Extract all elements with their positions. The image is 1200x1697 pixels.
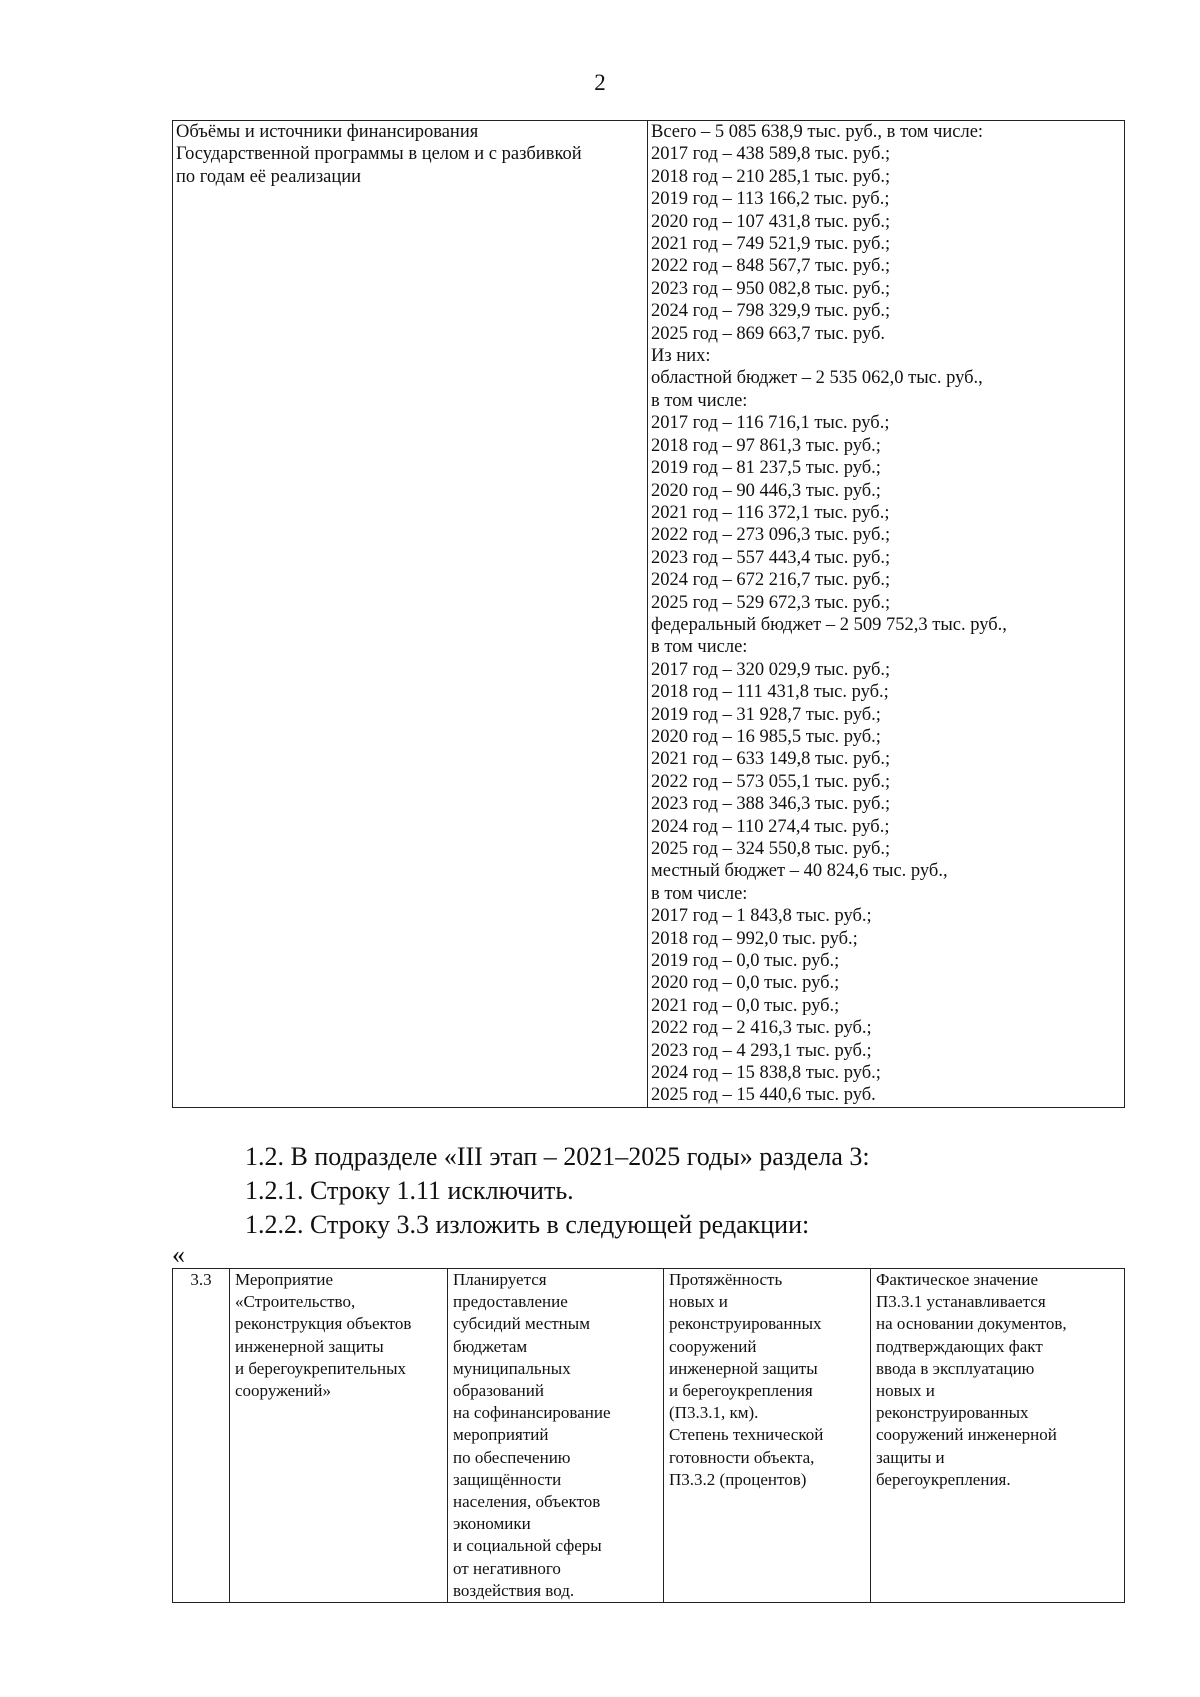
funding-values-cell bbox=[648, 121, 1125, 1108]
actual-value-line: П3.3.1 устанавливается bbox=[876, 1292, 1046, 1312]
funding-value-line: 2020 год – 90 446,3 тыс. руб.; bbox=[651, 480, 881, 501]
actual-value-lines bbox=[876, 1269, 1119, 1491]
measure-description-cell bbox=[448, 1269, 664, 1603]
measure-name-line: «Строительство, bbox=[235, 1292, 356, 1312]
funding-value-line: 2020 год – 0,0 тыс. руб.; bbox=[651, 973, 840, 994]
indicator-line: реконструированных bbox=[669, 1314, 822, 1334]
actual-value-line: берегоукрепления. bbox=[876, 1469, 1011, 1489]
measure-description-line: воздействия вод. bbox=[453, 1580, 575, 1600]
funding-value-line: 2024 год – 15 838,8 тыс. руб.; bbox=[651, 1063, 881, 1084]
measure-description-line: предоставление bbox=[453, 1292, 568, 1312]
paragraph-1-2-1: 1.2.1. Строку 1.11 исключить. bbox=[245, 1176, 574, 1205]
funding-value-line: 2018 год – 992,0 тыс. руб.; bbox=[651, 928, 858, 949]
actual-value-line: защиты и bbox=[876, 1447, 945, 1467]
indicator-line: Протяжённость bbox=[669, 1270, 783, 1289]
funding-value-line: 2020 год – 107 431,8 тыс. руб.; bbox=[651, 211, 891, 232]
funding-value-lines bbox=[651, 121, 1121, 1107]
indicator-cell bbox=[664, 1269, 871, 1603]
funding-value-line: областной бюджет – 2 535 062,0 тыс. руб., bbox=[651, 368, 983, 389]
funding-value-line: 2025 год – 15 440,6 тыс. руб. bbox=[651, 1085, 876, 1106]
measure-description-line: бюджетам bbox=[453, 1336, 528, 1356]
funding-value-line: 2019 год – 113 166,2 тыс. руб.; bbox=[651, 189, 890, 210]
funding-value-line: 2023 год – 4 293,1 тыс. руб.; bbox=[651, 1040, 872, 1061]
funding-value-line: 2017 год – 438 589,8 тыс. руб.; bbox=[651, 144, 891, 165]
measure-description-line: от негативного bbox=[453, 1558, 561, 1578]
indicator-line: и берегоукрепления bbox=[669, 1381, 813, 1401]
paragraph-1-2-2: 1.2.2. Строку 3.3 изложить в следующей редакции: bbox=[245, 1210, 810, 1239]
measure-description-line: муниципальных bbox=[453, 1358, 571, 1378]
funding-value-line: 2017 год – 1 843,8 тыс. руб.; bbox=[651, 906, 872, 927]
funding-value-line: в том числе: bbox=[651, 637, 748, 658]
funding-value-line: 2023 год – 950 082,8 тыс. руб.; bbox=[651, 278, 891, 299]
measure-description-line: населения, объектов bbox=[453, 1492, 601, 1512]
actual-value-line: сооружений инженерной bbox=[876, 1425, 1057, 1445]
measure-description-line: экономики bbox=[453, 1514, 531, 1534]
measure-name-line: и берегоукрепительных bbox=[235, 1358, 406, 1378]
funding-value-line: 2018 год – 97 861,3 тыс. руб.; bbox=[651, 435, 881, 456]
funding-value-line: 2018 год – 210 285,1 тыс. руб.; bbox=[651, 166, 891, 187]
funding-value-line: 2025 год – 324 550,8 тыс. руб.; bbox=[651, 839, 891, 859]
measure-description-line: субсидий местным bbox=[453, 1314, 590, 1334]
funding-label-line: Объёмы и источники финансирования bbox=[176, 122, 479, 142]
funding-value-line: 2024 год – 672 216,7 тыс. руб.; bbox=[651, 570, 891, 591]
opening-quote-mark: « bbox=[172, 1240, 185, 1269]
funding-row bbox=[173, 121, 1125, 1108]
actual-value-line: реконструированных bbox=[876, 1403, 1029, 1423]
actual-value-line: подтверждающих факт bbox=[876, 1336, 1043, 1356]
funding-value-line: 2021 год – 0,0 тыс. руб.; bbox=[651, 995, 840, 1016]
funding-value-line: 2022 год – 2 416,3 тыс. руб.; bbox=[651, 1018, 872, 1039]
measure-name-lines bbox=[235, 1269, 442, 1402]
funding-value-line: в том числе: bbox=[651, 390, 748, 411]
funding-value-line: 2019 год – 31 928,7 тыс. руб.; bbox=[651, 704, 881, 725]
funding-value-line: местный бюджет – 40 824,6 тыс. руб., bbox=[651, 861, 948, 882]
funding-label-lines bbox=[176, 121, 644, 188]
funding-value-line: 2019 год – 81 237,5 тыс. руб.; bbox=[651, 458, 881, 479]
funding-label-line: Государственной программы в целом и с разбивкой bbox=[176, 144, 582, 165]
funding-value-line: 2022 год – 848 567,7 тыс. руб.; bbox=[651, 256, 891, 277]
funding-value-line: 2017 год – 116 716,1 тыс. руб.; bbox=[651, 413, 890, 434]
actual-value-line: новых и bbox=[876, 1381, 935, 1401]
indicator-line: Степень технической bbox=[669, 1425, 824, 1445]
measure-description-line: защищённости bbox=[453, 1469, 562, 1489]
funding-value-line: 2019 год – 0,0 тыс. руб.; bbox=[651, 951, 840, 972]
funding-value-line: 2018 год – 111 431,8 тыс. руб.; bbox=[651, 682, 889, 703]
funding-value-line: 2025 год – 869 663,7 тыс. руб. bbox=[651, 323, 886, 344]
measure-description-line: на софинансирование bbox=[453, 1403, 611, 1423]
indicator-line: сооружений bbox=[669, 1336, 757, 1356]
funding-value-line: в том числе: bbox=[651, 883, 748, 904]
indicator-line: готовности объекта, bbox=[669, 1447, 815, 1467]
measure-description-line: Планируется bbox=[453, 1270, 547, 1289]
measure-description-line: по обеспечению bbox=[453, 1447, 571, 1467]
indicator-line: П3.3.2 (процентов) bbox=[669, 1469, 807, 1489]
actual-value-line: Фактическое значение bbox=[876, 1270, 1039, 1289]
measure-name-line: сооружений» bbox=[235, 1381, 331, 1401]
funding-value-line: 2022 год – 573 055,1 тыс. руб.; bbox=[651, 771, 891, 792]
funding-label-line: по годам её реализации bbox=[176, 166, 362, 187]
measure-name-line: инженерной защиты bbox=[235, 1336, 384, 1356]
measure-description-line: образований bbox=[453, 1381, 544, 1401]
funding-value-line: Всего – 5 085 638,9 тыс. руб., в том числе: bbox=[651, 122, 984, 142]
funding-label-cell bbox=[173, 121, 648, 1108]
measure-description-lines bbox=[453, 1269, 658, 1602]
row-number-cell: 3.3 bbox=[173, 1269, 230, 1603]
funding-value-line: 2020 год – 16 985,5 тыс. руб.; bbox=[651, 726, 881, 747]
funding-value-line: 2022 год – 273 096,3 тыс. руб.; bbox=[651, 525, 891, 546]
funding-value-line: 2023 год – 388 346,3 тыс. руб.; bbox=[651, 794, 891, 815]
table-row bbox=[173, 1269, 1125, 1603]
measure-name-line: реконструкция объектов bbox=[235, 1314, 412, 1334]
funding-value-line: 2021 год – 633 149,8 тыс. руб.; bbox=[651, 749, 891, 770]
measure-description-line: мероприятий bbox=[453, 1425, 549, 1445]
funding-value-line: 2025 год – 529 672,3 тыс. руб.; bbox=[651, 592, 891, 613]
row-3-3-table bbox=[172, 1268, 1125, 1603]
funding-value-line: 2017 год – 320 029,9 тыс. руб.; bbox=[651, 659, 891, 680]
funding-value-line: 2021 год – 749 521,9 тыс. руб.; bbox=[651, 234, 891, 255]
measure-description-line: и социальной сферы bbox=[453, 1536, 602, 1556]
page-number: 2 bbox=[594, 70, 606, 95]
measure-name-line: Мероприятие bbox=[235, 1270, 334, 1289]
funding-value-line: 2021 год – 116 372,1 тыс. руб.; bbox=[651, 502, 890, 523]
indicator-line: (П3.3.1, км). bbox=[669, 1403, 759, 1423]
funding-value-line: федеральный бюджет – 2 509 752,3 тыс. руб., bbox=[651, 614, 1007, 635]
actual-value-cell bbox=[871, 1269, 1125, 1603]
indicator-line: новых и bbox=[669, 1292, 728, 1312]
actual-value-line: на основании документов, bbox=[876, 1314, 1067, 1334]
indicator-lines bbox=[669, 1269, 865, 1491]
indicator-line: инженерной защиты bbox=[669, 1358, 818, 1378]
actual-value-line: ввода в эксплуатацию bbox=[876, 1358, 1035, 1378]
funding-value-line: Из них: bbox=[651, 346, 711, 367]
funding-value-line: 2024 год – 110 274,4 тыс. руб.; bbox=[651, 816, 890, 837]
funding-value-line: 2023 год – 557 443,4 тыс. руб.; bbox=[651, 547, 891, 568]
funding-value-line: 2024 год – 798 329,9 тыс. руб.; bbox=[651, 301, 891, 322]
funding-table bbox=[172, 120, 1125, 1108]
paragraph-1-2: 1.2. В подразделе «III этап – 2021–2025 годы» раздела 3: bbox=[245, 1142, 870, 1171]
measure-name-cell bbox=[230, 1269, 448, 1603]
